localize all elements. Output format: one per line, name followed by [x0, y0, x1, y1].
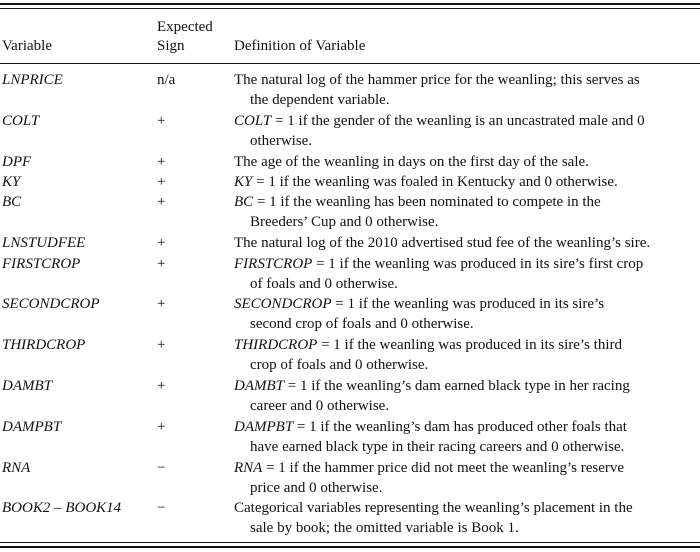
- definition-line: otherwise.: [250, 132, 313, 149]
- definition-line: FIRSTCROP = 1 if the weanling was produced in its sire’s first crop: [234, 255, 644, 272]
- variable-definition: [234, 498, 694, 538]
- definition-line: Breeders’ Cup and 0 otherwise.: [250, 214, 439, 231]
- variable-definition: [234, 152, 694, 172]
- expected-sign: −: [157, 459, 166, 476]
- variable-name: BC: [2, 194, 22, 211]
- definition-line: RNA = 1 if the hammer price did not meet the weanling’s reserve: [234, 459, 625, 476]
- header-definition: Definition of Variable: [234, 38, 366, 54]
- definition-line: have earned black type in their racing careers and 0 otherwise.: [250, 438, 625, 455]
- variable-definition: [234, 376, 694, 416]
- variable-name: SECONDCROP: [2, 296, 100, 313]
- definition-line: sale by book; the omitted variable is Book 1.: [250, 520, 519, 537]
- expected-sign: +: [157, 255, 166, 272]
- definition-line: second crop of foals and 0 otherwise.: [250, 316, 474, 333]
- expected-sign: +: [157, 194, 166, 211]
- variable-name: DAMPBT: [2, 418, 62, 435]
- variable-definition: [234, 294, 694, 334]
- definition-line: The natural log of the hammer price for the weanling; this serves as: [234, 72, 640, 88]
- variable-definition: [234, 417, 694, 457]
- variable-name: COLT: [2, 112, 40, 129]
- definition-line: career and 0 otherwise.: [250, 398, 390, 414]
- variable-definition: [234, 111, 694, 151]
- definition-line: price and 0 otherwise.: [250, 479, 383, 496]
- bottom-rule-thick: [0, 546, 700, 548]
- variable-definition: [234, 233, 694, 253]
- variable-name: LNPRICE: [2, 72, 63, 88]
- variable-name: DAMBT: [2, 378, 52, 394]
- definition-line: of foals and 0 otherwise.: [250, 275, 398, 292]
- variable-name: LNSTUDFEE: [2, 235, 86, 252]
- top-rule-thick: [0, 3, 700, 5]
- definition-line: crop of foals and 0 otherwise.: [250, 357, 429, 374]
- definition-line: DAMBT = 1 if the weanling’s dam earned black type in her racing: [234, 378, 630, 394]
- variable-definition: [234, 254, 694, 294]
- variable-definition: [234, 458, 694, 498]
- definition-line: SECONDCROP = 1 if the weanling was produced in its sire’s: [234, 296, 605, 313]
- header-expected-sign-line2: Sign: [157, 38, 185, 54]
- table-header: [0, 14, 700, 60]
- definition-line: COLT = 1 if the gender of the weanling is an uncastrated male and 0: [234, 112, 645, 129]
- definition-line: THIRDCROP = 1 if the weanling was produced in its sire’s third: [234, 337, 622, 354]
- variable-name: DPF: [2, 153, 32, 170]
- variable-definition: [234, 172, 694, 192]
- definition-line: DAMPBT = 1 if the weanling’s dam has produced other foals that: [234, 418, 627, 435]
- header-rule: [0, 63, 700, 64]
- expected-sign: +: [157, 174, 166, 190]
- expected-sign: +: [157, 235, 166, 252]
- header-expected-sign-line1: Expected: [157, 19, 213, 35]
- expected-sign: +: [157, 418, 166, 435]
- bottom-rule-thin: [0, 542, 700, 543]
- top-rule-thin: [0, 8, 700, 9]
- variable-name: RNA: [2, 459, 31, 476]
- variable-definition: [234, 335, 694, 375]
- definition-line: The age of the weanling in days on the first day of the sale.: [234, 153, 589, 170]
- expected-sign: n/a: [157, 72, 176, 88]
- header-variable: Variable: [2, 38, 52, 54]
- definition-line: BC = 1 if the weanling has been nominated to compete in the: [234, 194, 601, 211]
- variable-definition: [234, 70, 694, 110]
- variable-definition: [234, 192, 694, 232]
- definition-line: KY = 1 if the weanling was foaled in Kentucky and 0 otherwise.: [234, 174, 618, 190]
- variable-name: FIRSTCROP: [2, 255, 81, 272]
- expected-sign: +: [157, 296, 166, 313]
- definition-line: the dependent variable.: [250, 92, 390, 108]
- expected-sign: −: [157, 500, 166, 517]
- variable-name: BOOK2 – BOOK14: [2, 500, 122, 517]
- definition-line: The natural log of the 2010 advertised stud fee of the weanling’s sire.: [234, 235, 651, 252]
- variable-name: THIRDCROP: [2, 337, 86, 354]
- expected-sign: +: [157, 153, 166, 170]
- variable-name: KY: [2, 174, 21, 190]
- expected-sign: +: [157, 337, 166, 354]
- expected-sign: +: [157, 378, 166, 394]
- definition-line: Categorical variables representing the weanling’s placement in the: [234, 500, 633, 517]
- expected-sign: +: [157, 112, 166, 129]
